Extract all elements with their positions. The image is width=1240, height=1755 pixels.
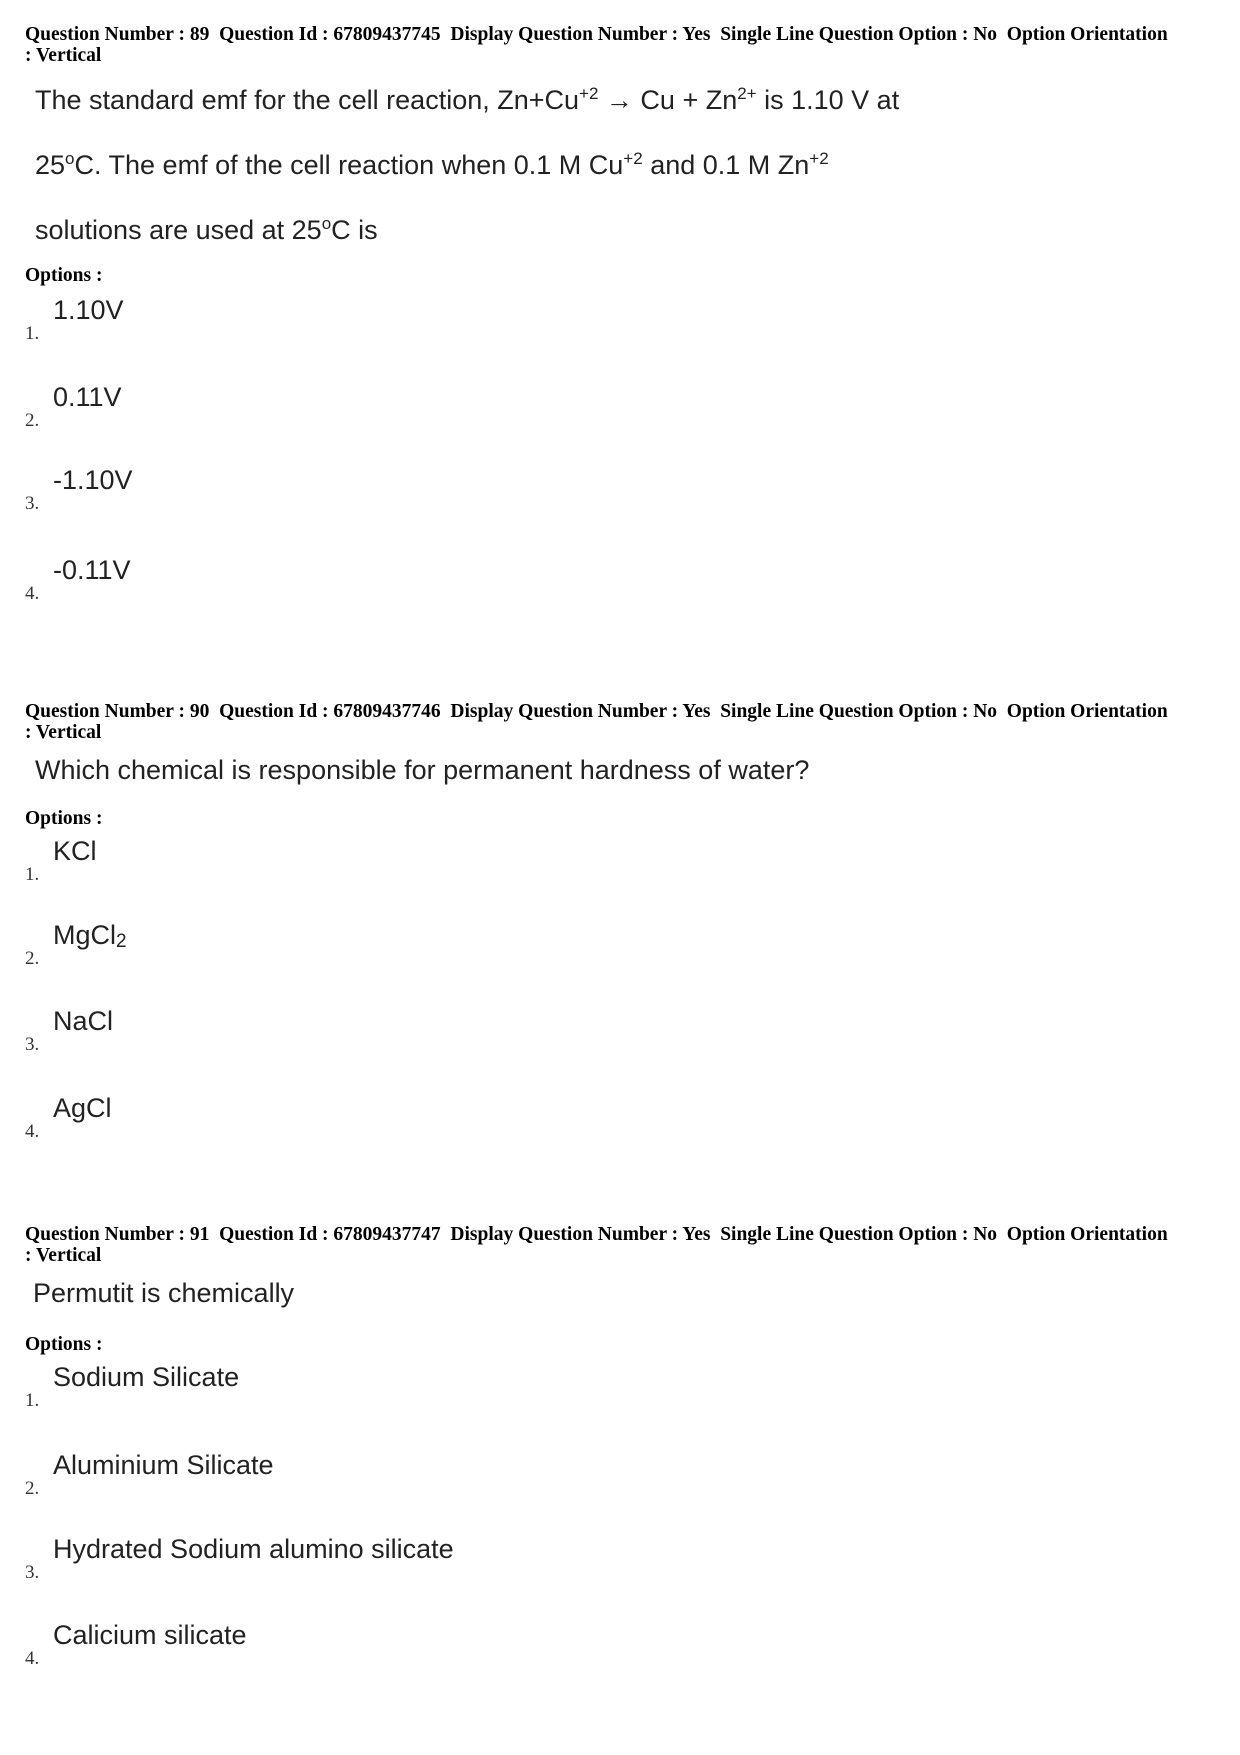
question-text-part: and 0.1 M Zn	[642, 150, 810, 180]
question-91	[25, 1224, 1215, 1670]
option-3	[25, 1006, 1215, 1056]
options-label: Options :	[25, 808, 103, 829]
option-4	[25, 1620, 1215, 1670]
formula-text: MgCl	[53, 920, 117, 950]
question-header: Question Number : 89 Question Id : 67809437745 Display Question Number : Yes Single Line Question Option : No Option Orientation : Vertical	[25, 24, 1173, 66]
question-text-part: The standard emf for the cell reaction, Zn+Cu	[35, 85, 580, 115]
option-number: 2.	[25, 410, 40, 431]
option-4	[25, 555, 1215, 605]
question-text-part: C. The emf of the cell reaction when 0.1 M Cu	[74, 150, 624, 180]
option-text: 0.11V	[53, 382, 122, 412]
option-number: 4.	[25, 1121, 40, 1142]
option-text	[53, 920, 127, 951]
formula-subscript: 2	[116, 931, 127, 952]
degree-superscript: o	[65, 149, 75, 168]
option-number: 1.	[25, 323, 40, 344]
question-header: Question Number : 90 Question Id : 67809437746 Display Question Number : Yes Single Line Question Option : No Option Orientation : Vertical	[25, 701, 1173, 743]
option-text: Aluminium Silicate	[53, 1450, 274, 1480]
options-list	[25, 295, 1215, 605]
charge-superscript: +2	[579, 84, 599, 103]
question-89	[25, 24, 1215, 605]
option-text: -0.11V	[53, 555, 131, 585]
option-1	[25, 836, 1215, 886]
option-3	[25, 1534, 1215, 1584]
question-text: Permutit is chemically	[33, 1278, 295, 1308]
option-number: 3.	[25, 1034, 40, 1055]
options-list	[25, 1362, 1215, 1670]
options-label: Options :	[25, 265, 103, 286]
question-text-line-3	[35, 215, 1215, 246]
option-number: 3.	[25, 1562, 40, 1583]
option-4	[25, 1093, 1215, 1143]
option-2	[25, 382, 1215, 432]
option-number: 4.	[25, 1648, 40, 1669]
option-text: NaCl	[53, 1006, 114, 1036]
question-text: Which chemical is responsible for permanent hardness of water?	[35, 755, 810, 785]
option-number: 1.	[25, 1390, 40, 1411]
option-2	[25, 1450, 1215, 1500]
options-label: Options :	[25, 1334, 103, 1355]
option-2	[25, 920, 1215, 970]
charge-superscript: 2+	[737, 84, 757, 103]
option-1	[25, 295, 1215, 345]
question-text-part: → Cu + Zn	[598, 85, 738, 115]
option-number: 3.	[25, 493, 40, 514]
options-list	[25, 836, 1215, 1143]
option-text: KCl	[53, 836, 97, 866]
question-text-part: 25	[35, 150, 66, 180]
option-text: Hydrated Sodium alumino silicate	[53, 1534, 454, 1564]
question-text-line-1	[35, 85, 1215, 116]
question-text-part: solutions are used at 25	[35, 215, 322, 245]
option-text: 1.10V	[53, 295, 124, 325]
option-text: AgCl	[53, 1093, 112, 1123]
option-text: -1.10V	[53, 465, 133, 495]
degree-superscript: o	[321, 214, 332, 233]
question-text-line-2	[35, 150, 1215, 181]
option-number: 4.	[25, 583, 40, 604]
question-header: Question Number : 91 Question Id : 67809437747 Display Question Number : Yes Single Line Question Option : No Option Orientation : Vertical	[25, 1224, 1173, 1266]
question-90	[25, 701, 1215, 1143]
option-1	[25, 1362, 1215, 1412]
option-3	[25, 465, 1215, 515]
charge-superscript: +2	[809, 149, 829, 168]
charge-superscript: +2	[623, 149, 643, 168]
option-number: 2.	[25, 1478, 40, 1499]
option-number: 2.	[25, 948, 40, 969]
option-number: 1.	[25, 864, 40, 885]
option-text: Calicium silicate	[53, 1620, 247, 1650]
question-text-part: is 1.10 V at	[756, 85, 900, 115]
question-text-part: C is	[331, 215, 378, 245]
option-text: Sodium Silicate	[53, 1362, 240, 1392]
